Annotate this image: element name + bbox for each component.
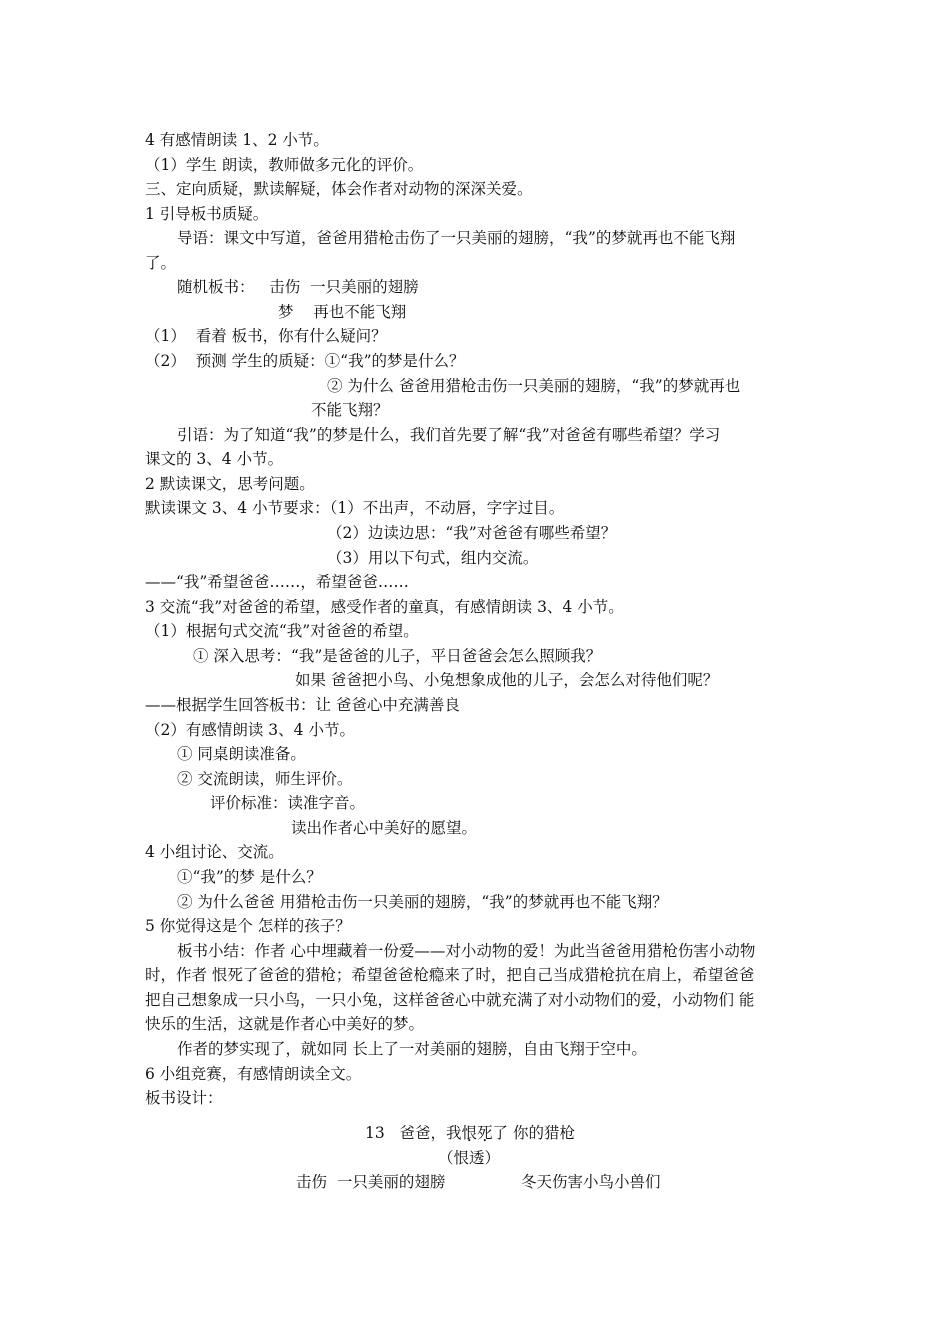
text-line: 板书设计： bbox=[145, 1089, 223, 1107]
board-design-title bbox=[365, 1121, 575, 1146]
board-title-prefix: 13 爸爸，我 bbox=[365, 1124, 462, 1142]
board-design-right: 冬天伤害小鸟小兽们 bbox=[521, 1173, 661, 1191]
text-line: （2）有感情朗读 3、4 小节。 bbox=[145, 721, 355, 739]
text-line: 4 小组讨论、交流。 bbox=[145, 843, 284, 861]
text-line: 梦 再也不能飞翔 bbox=[278, 303, 407, 321]
text-line: ①“我”的梦 是什么？ bbox=[177, 868, 322, 886]
text-line: ② 交流朗读，师生评价。 bbox=[177, 770, 353, 788]
text-line: 读出作者心中美好的愿望。 bbox=[291, 819, 478, 837]
text-line: （1）根据句式交流“我”对爸爸的希望。 bbox=[145, 622, 419, 640]
text-line: 时，作者 恨死了爸爸的猎枪；希望爸爸枪瘾来了时，把自己当成猎枪抗在肩上，希望爸爸 bbox=[145, 966, 755, 984]
text-line: 5 你觉得这是个 怎样的孩子？ bbox=[145, 917, 351, 935]
text-line: 如果 爸爸把小鸟、小兔想象成他的儿子，会怎么对待他们呢？ bbox=[295, 671, 719, 689]
text-line: 引语：为了知道“我”的梦是什么，我们首先要了解“我”对爸爸有哪些希望？学习 bbox=[177, 426, 721, 444]
text-line: 6 小组竞赛，有感情朗读全文。 bbox=[145, 1065, 362, 1083]
text-line: （2）边读边思：“我”对爸爸有哪些希望？ bbox=[327, 524, 617, 542]
board-design-subtitle: （恨透） bbox=[438, 1149, 501, 1167]
text-line: 作者的梦实现了，就如同 长上了一对美丽的翅膀，自由飞翔于空中。 bbox=[177, 1040, 647, 1058]
text-line: 板书小结：作者 心中埋藏着一份爱——对小动物的爱！为此当爸爸用猎枪伤害小动物 bbox=[177, 942, 756, 960]
text-line: 评价标准：读准字音。 bbox=[210, 794, 366, 812]
text-line: 导语：课文中写道，爸爸用猎枪击伤了一只美丽的翅膀，“我”的梦就再也不能飞翔 bbox=[177, 229, 736, 247]
text-line: 快乐的生活，这就是作者心中美好的梦。 bbox=[145, 1015, 425, 1033]
board-design-left: 击伤 一只美丽的翅膀 bbox=[296, 1173, 446, 1191]
text-line: 课文的 3、4 小节。 bbox=[145, 450, 284, 468]
text-line: 把自己想象成一只小鸟，一只小兔，这样爸爸心中就充满了对小动物们的爱，小动物们 能 bbox=[145, 991, 755, 1009]
text-line: 1 引导板书质疑。 bbox=[145, 205, 269, 223]
text-line: （1）学生 朗读，教师做多元化的评价。 bbox=[145, 156, 424, 174]
text-line: ① 同桌朗读准备。 bbox=[177, 745, 306, 763]
text-line: （2） 预测 学生的质疑：①“我”的梦是什么？ bbox=[145, 352, 465, 370]
text-line: ② 为什么爸爸 用猎枪击伤一只美丽的翅膀，“我”的梦就再也不能飞翔？ bbox=[177, 893, 668, 911]
text-line: ② 为什么 爸爸用猎枪击伤一只美丽的翅膀，“我”的梦就再也 bbox=[327, 377, 741, 395]
text-line: 4 有感情朗读 1、2 小节。 bbox=[145, 131, 329, 149]
board-title-emphasis-si: 死 bbox=[477, 1124, 493, 1142]
text-line: （3）用以下句式，组内交流。 bbox=[327, 549, 539, 567]
text-line: 2 默读课文，思考问题。 bbox=[145, 475, 315, 493]
section-heading: 三、定向质疑，默读解疑，体会作者对动物的深深关爱。 bbox=[145, 180, 533, 198]
text-line: 了。 bbox=[145, 254, 177, 272]
text-line: ——根据学生回答板书：让 爸爸心中充满善良 bbox=[145, 696, 460, 714]
text-line: 随机板书： 击伤 一只美丽的翅膀 bbox=[177, 278, 419, 296]
text-line: 不能飞翔？ bbox=[311, 401, 389, 419]
board-title-emphasis-hen: 恨 bbox=[461, 1124, 478, 1142]
text-line: ——“我”希望爸爸……，希望爸爸…… bbox=[145, 573, 409, 591]
text-line: 默读课文 3、4 小节要求：（1）不出声，不动唇，字字过目。 bbox=[145, 499, 565, 517]
text-line: （1） 看着 板书，你有什么疑问？ bbox=[145, 327, 387, 345]
text-line: 3 交流“我”对爸爸的希望，感受作者的童真，有感情朗读 3、4 小节。 bbox=[145, 598, 624, 616]
board-title-suffix: 了 你的猎枪 bbox=[492, 1124, 575, 1142]
text-line: ① 深入思考：“我”是爸爸的儿子，平日爸爸会怎么照顾我？ bbox=[193, 647, 602, 665]
